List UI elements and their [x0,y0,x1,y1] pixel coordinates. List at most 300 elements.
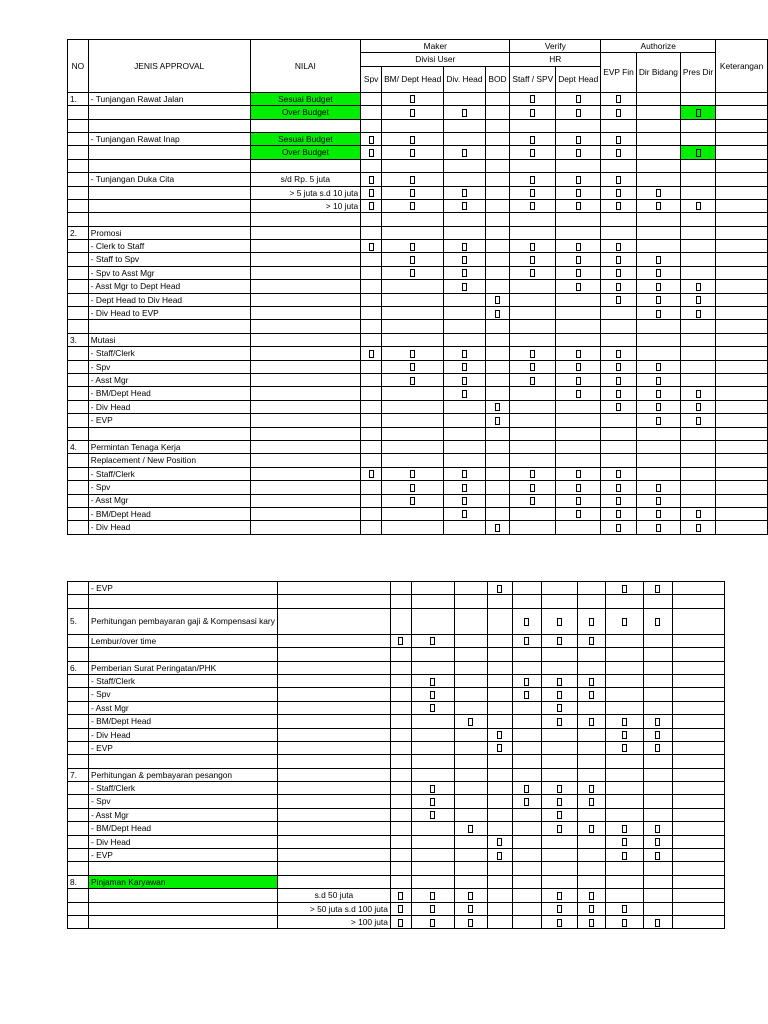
cell-evp-fin [577,741,605,754]
cell-spv [361,293,382,306]
row-no [68,387,89,400]
cell-spv [390,768,411,781]
cell-dir-bidang [605,595,643,608]
approval-mark-icon [430,919,435,927]
row-jenis-approval: - EVP [89,741,278,754]
cell-div-head [454,741,487,754]
cell-dept-head [556,280,601,293]
cell-staff-spv [512,889,541,902]
table-row [68,741,725,754]
cell-bod [485,280,510,293]
cell-bod [485,454,510,467]
cell-evp-fin [577,915,605,928]
cell-dir-bidang [636,373,680,386]
row-jenis-approval: - BM/Dept Head [89,715,278,728]
row-no [68,400,89,413]
approval-mark-icon [462,377,467,385]
cell-pres-dir [680,521,715,534]
approval-mark-icon [530,149,535,157]
cell-dept-head [541,808,577,821]
cell-div-head [454,889,487,902]
cell-bod [485,373,510,386]
cell-div-head [454,728,487,741]
row-no [68,467,89,480]
cell-bm-dept-head [382,106,444,119]
approval-matrix-table-top [67,39,768,535]
cell-staff-spv [512,849,541,862]
cell-pres-dir [680,132,715,145]
cell-dir-bidang [636,132,680,145]
cell-bm-dept-head [411,768,454,781]
cell-staff-spv [510,507,556,520]
cell-staff-spv [512,715,541,728]
table-row [68,595,725,608]
cell-evp-fin [577,808,605,821]
table-row [68,755,725,768]
cell-bm-dept-head [411,915,454,928]
cell-dept-head [556,293,601,306]
cell-pres-dir [680,481,715,494]
cell-spv [361,440,382,453]
approval-mark-icon [589,637,594,645]
cell-dept-head [556,387,601,400]
cell-evp-fin [577,674,605,687]
cell-pres-dir [680,266,715,279]
approval-mark-icon [430,798,435,806]
approval-mark-icon [369,136,374,144]
approval-mark-icon [530,350,535,358]
row-keterangan [716,414,768,427]
cell-evp-fin [577,608,605,634]
row-keterangan [716,387,768,400]
cell-dept-head [556,159,601,172]
cell-pres-dir [643,701,672,714]
cell-staff-spv [512,835,541,848]
table-row [68,106,768,119]
row-keterangan [716,213,768,226]
approval-mark-icon [655,919,660,927]
row-nilai [277,661,390,674]
cell-bod [485,132,510,145]
approval-mark-icon [468,892,473,900]
row-nilai [250,400,361,413]
row-no [68,701,89,714]
cell-evp-fin [601,440,637,453]
cell-staff-spv [512,915,541,928]
row-keterangan [716,173,768,186]
cell-dir-bidang [636,186,680,199]
cell-evp-fin [577,822,605,835]
row-jenis-approval [89,595,278,608]
cell-bm-dept-head [411,648,454,661]
row-jenis-approval: Promosi [88,226,250,239]
cell-staff-spv [510,173,556,186]
approval-mark-icon [655,838,660,846]
approval-mark-icon [622,905,627,913]
approval-mark-icon [656,283,661,291]
cell-pres-dir [643,795,672,808]
row-no [68,889,89,902]
approval-mark-icon [696,310,701,318]
cell-evp-fin [601,159,637,172]
cell-dept-head [556,373,601,386]
table-row [68,307,768,320]
cell-spv [361,427,382,440]
cell-spv [390,862,411,875]
header-bm-dept-head: BM/ Dept Head [382,66,444,92]
row-no [68,173,89,186]
cell-spv [361,92,382,105]
approval-mark-icon [622,731,627,739]
cell-dept-head [556,400,601,413]
cell-div-head [454,648,487,661]
row-nilai [277,582,390,595]
row-nilai [250,293,361,306]
approval-mark-icon [616,243,621,251]
approval-mark-icon [524,798,529,806]
header-div-head: Div. Head [444,66,485,92]
row-jenis-approval: - Tunjangan Duka Cita [88,173,250,186]
approval-mark-icon [495,524,500,532]
cell-spv [361,360,382,373]
cell-spv [361,467,382,480]
approval-mark-icon [530,202,535,210]
cell-dir-bidang [636,347,680,360]
cell-dept-head [556,226,601,239]
cell-bod [485,213,510,226]
cell-evp-fin [601,481,637,494]
row-nilai [277,728,390,741]
row-nilai [277,648,390,661]
table-row [68,875,725,888]
cell-staff-spv [510,253,556,266]
row-no: 8. [68,875,89,888]
cell-div-head [444,213,485,226]
approval-mark-icon [462,269,467,277]
cell-spv [361,333,382,346]
table-row [68,119,768,132]
cell-dept-head [556,173,601,186]
row-keterangan [716,307,768,320]
approval-mark-icon [656,497,661,505]
cell-div-head [444,427,485,440]
row-keterangan [716,320,768,333]
cell-bod [485,186,510,199]
cell-dir-bidang [605,741,643,754]
row-no [68,280,89,293]
cell-dir-bidang [636,119,680,132]
approval-mark-icon [696,510,701,518]
approval-mark-icon [530,243,535,251]
row-no [68,199,89,212]
cell-spv [390,728,411,741]
approval-mark-icon [462,283,467,291]
approval-mark-icon [369,350,374,358]
cell-dir-bidang [605,674,643,687]
cell-staff-spv [510,360,556,373]
table-row [68,373,768,386]
row-no [68,782,89,795]
cell-dir-bidang [636,427,680,440]
approval-mark-icon [576,363,581,371]
approval-mark-icon [369,189,374,197]
cell-dir-bidang [605,701,643,714]
cell-pres-dir [643,634,672,647]
row-jenis-approval: - Asst Mgr [89,808,278,821]
cell-staff-spv [512,755,541,768]
table-row [68,481,768,494]
cell-staff-spv [512,582,541,595]
cell-spv [361,119,382,132]
row-jenis-approval: Lembur/over time [89,634,278,647]
cell-div-head [444,333,485,346]
row-keterangan [672,862,724,875]
approval-mark-icon [369,176,374,184]
table-row [68,688,725,701]
cell-staff-spv [510,186,556,199]
cell-spv [361,106,382,119]
cell-div-head [454,795,487,808]
approval-mark-icon [557,691,562,699]
cell-dept-head [556,132,601,145]
approval-mark-icon [616,269,621,277]
cell-staff-spv [512,595,541,608]
cell-dir-bidang [636,159,680,172]
approval-mark-icon [557,637,562,645]
cell-div-head [444,507,485,520]
cell-dir-bidang [605,862,643,875]
row-jenis-approval: Mutasi [88,333,250,346]
approval-mark-icon [656,363,661,371]
row-keterangan [672,608,724,634]
cell-spv [361,226,382,239]
cell-staff-spv [510,414,556,427]
approval-mark-icon [468,825,473,833]
approval-mark-icon [655,744,660,752]
cell-spv [361,159,382,172]
cell-pres-dir [643,849,672,862]
approval-mark-icon [616,136,621,144]
cell-evp-fin [577,862,605,875]
approval-mark-icon [398,905,403,913]
approval-mark-icon [589,892,594,900]
row-no [68,849,89,862]
cell-bm-dept-head [411,661,454,674]
approval-mark-icon [616,296,621,304]
cell-spv [390,889,411,902]
row-nilai [250,427,361,440]
row-keterangan [672,728,724,741]
cell-spv [390,808,411,821]
cell-evp-fin [577,661,605,674]
header-spv: Spv [361,66,382,92]
cell-staff-spv [510,226,556,239]
approval-mark-icon [497,852,502,860]
cell-evp-fin [601,347,637,360]
cell-bm-dept-head [382,240,444,253]
cell-pres-dir [680,119,715,132]
approval-mark-icon [495,403,500,411]
approval-mark-icon [656,403,661,411]
cell-dir-bidang [605,661,643,674]
cell-bm-dept-head [411,608,454,634]
cell-pres-dir [643,661,672,674]
approval-mark-icon [622,919,627,927]
cell-dir-bidang [636,307,680,320]
cell-dept-head [556,307,601,320]
cell-dir-bidang [605,755,643,768]
table-row [68,915,725,928]
approval-mark-icon [462,350,467,358]
table-row [68,347,768,360]
cell-bm-dept-head [382,414,444,427]
cell-pres-dir [680,414,715,427]
cell-bod [485,320,510,333]
cell-evp-fin [601,92,637,105]
row-jenis-approval: - Staff to Spv [88,253,250,266]
cell-dir-bidang [636,454,680,467]
cell-evp-fin [601,240,637,253]
cell-staff-spv [512,808,541,821]
row-jenis-approval [89,915,278,928]
cell-dir-bidang [605,889,643,902]
row-keterangan [716,199,768,212]
cell-bm-dept-head [411,849,454,862]
cell-dept-head [556,440,601,453]
cell-div-head [454,661,487,674]
row-jenis-approval [89,648,278,661]
row-jenis-approval [88,106,250,119]
row-jenis-approval [89,755,278,768]
cell-div-head [444,521,485,534]
approval-mark-icon [410,256,415,264]
row-jenis-approval: - BM/Dept Head [89,822,278,835]
row-nilai [277,608,390,634]
approval-mark-icon [557,678,562,686]
cell-dept-head [541,701,577,714]
approval-mark-icon [430,811,435,819]
approval-mark-icon [576,470,581,478]
cell-div-head [444,414,485,427]
cell-pres-dir [680,240,715,253]
cell-evp-fin [577,768,605,781]
cell-spv [390,849,411,862]
cell-pres-dir [643,768,672,781]
row-nilai [250,213,361,226]
cell-pres-dir [643,889,672,902]
cell-bod [487,701,512,714]
cell-bm-dept-head [382,213,444,226]
cell-bod [485,253,510,266]
row-jenis-approval: - Dept Head to Div Head [88,293,250,306]
row-no: 5. [68,608,89,634]
row-jenis-approval [88,213,250,226]
row-keterangan [672,889,724,902]
cell-staff-spv [512,674,541,687]
table-row [68,608,725,634]
cell-spv [361,280,382,293]
cell-pres-dir [643,862,672,875]
approval-mark-icon [616,109,621,117]
table-row [68,440,768,453]
approval-mark-icon [696,109,701,117]
row-nilai [250,481,361,494]
cell-bod [485,427,510,440]
cell-pres-dir [680,454,715,467]
row-nilai: Sesuai Budget [250,92,361,105]
cell-div-head [444,92,485,105]
cell-bod [487,849,512,862]
cell-spv [361,481,382,494]
cell-dir-bidang [605,648,643,661]
approval-mark-icon [655,585,660,593]
approval-mark-icon [576,390,581,398]
row-jenis-approval: - Div Head [88,400,250,413]
cell-bm-dept-head [382,119,444,132]
cell-div-head [454,688,487,701]
cell-bm-dept-head [382,92,444,105]
cell-dept-head [541,715,577,728]
row-nilai [250,373,361,386]
cell-spv [361,307,382,320]
cell-div-head [454,634,487,647]
cell-bod [485,173,510,186]
cell-spv [390,875,411,888]
cell-dir-bidang [636,521,680,534]
header-row-groups [68,40,768,53]
row-jenis-approval [89,889,278,902]
approval-mark-icon [410,189,415,197]
row-nilai [277,768,390,781]
row-jenis-approval: - Spv [88,481,250,494]
cell-div-head [454,902,487,915]
cell-staff-spv [512,782,541,795]
cell-div-head [444,400,485,413]
row-no [68,159,89,172]
row-no [68,755,89,768]
cell-staff-spv [510,494,556,507]
cell-bm-dept-head [382,507,444,520]
row-jenis-approval: - Staff/Clerk [89,782,278,795]
cell-dir-bidang [605,795,643,808]
approval-mark-icon [410,176,415,184]
cell-pres-dir [643,875,672,888]
row-nilai [250,454,361,467]
table-row [68,427,768,440]
row-jenis-approval: - Div Head [89,728,278,741]
cell-div-head [444,387,485,400]
approval-mark-icon [398,637,403,645]
cell-evp-fin [601,521,637,534]
cell-spv [390,582,411,595]
row-jenis-approval: - Spv [88,360,250,373]
cell-spv [390,915,411,928]
row-jenis-approval: - Asst Mgr to Dept Head [88,280,250,293]
cell-div-head [454,822,487,835]
cell-spv [390,674,411,687]
approval-mark-icon [616,95,621,103]
cell-pres-dir [643,688,672,701]
cell-dept-head [556,253,601,266]
cell-staff-spv [510,400,556,413]
cell-dept-head [541,608,577,634]
row-nilai [277,875,390,888]
row-no [68,119,89,132]
cell-evp-fin [601,226,637,239]
cell-bod [487,728,512,741]
cell-dept-head [556,240,601,253]
cell-spv [361,400,382,413]
